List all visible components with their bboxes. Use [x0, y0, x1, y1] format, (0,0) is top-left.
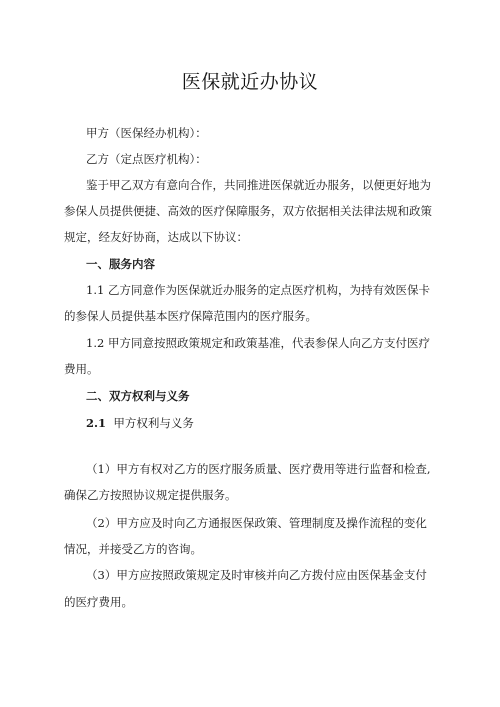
subsection-title: 甲方权利与义务 [113, 416, 194, 430]
document-title: 医保就近办协议 [181, 71, 319, 93]
preamble-line-3: 规定，经友好协商，达成以下协议： [64, 230, 248, 244]
subsection-number: 2.1 [86, 416, 107, 430]
obligation-3-line-2: 的医疗费用。 [64, 595, 133, 609]
obligation-1-line-1: （1）甲方有权对乙方的医疗服务质量、医疗费用等进行监督和检查, [86, 462, 431, 476]
subsection-2-1 [86, 415, 194, 431]
obligation-2-line-1: （2）甲方应及时向乙方通报医保政策、管理制度及操作流程的变化 [86, 516, 427, 530]
item-1-2-line-1: 1.2 甲方同意按照政策规定和政策基准，代表参保人向乙方支付医疗 [86, 336, 430, 350]
party-b-line: 乙方（定点医疗机构）： [86, 152, 207, 166]
item-1-1-line-1: 1.1 乙方同意作为医保就近办服务的定点医疗机构，为持有效医保卡 [86, 283, 430, 297]
obligation-2-line-2: 情况，并接受乙方的咨询。 [64, 542, 202, 556]
obligation-1-line-2: 确保乙方按照协议规定提供服务。 [64, 488, 237, 502]
preamble-line-2: 参保人员提供便捷、高效的医疗保障服务，双方依据相关法律法规和政策 [64, 204, 432, 218]
obligation-3-line-1: （3）甲方应按照政策规定及时审核并向乙方拨付应由医保基金支付 [86, 568, 427, 582]
item-1-2-line-2: 费用。 [64, 362, 99, 376]
preamble-line-1: 鉴于甲乙双方有意向合作，共同推进医保就近办服务，以便更好地为 [86, 178, 431, 192]
item-1-1-line-2: 的参保人员提供基本医疗保障范围内的医疗服务。 [64, 309, 317, 323]
section1-heading: 一、服务内容 [86, 257, 155, 271]
section2-heading: 二、双方权利与义务 [86, 389, 190, 403]
party-a-line: 甲方（医保经办机构）： [86, 126, 207, 140]
